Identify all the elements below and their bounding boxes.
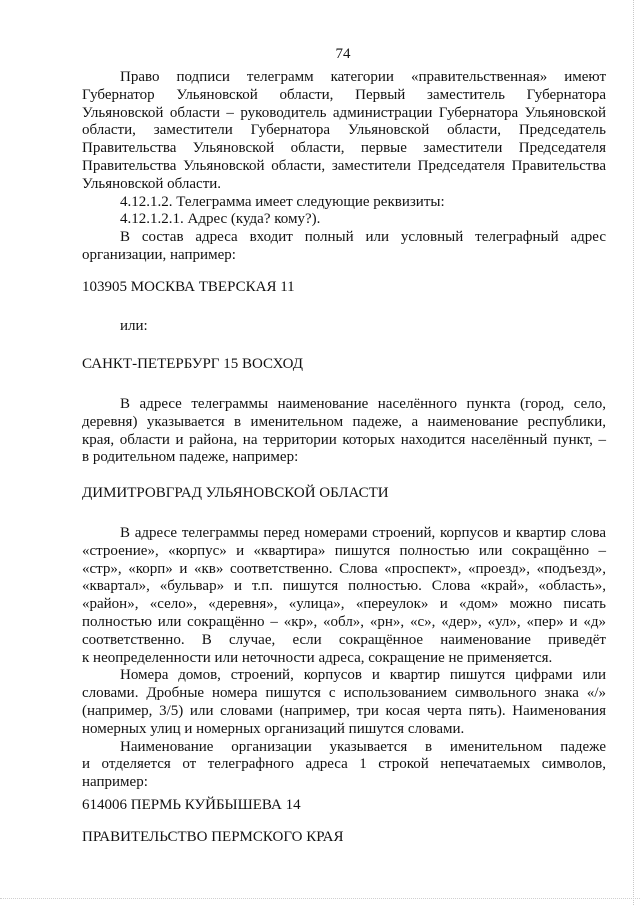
- or-label: или:: [120, 318, 148, 334]
- text-line: Губернатор Ульяновской области, Первый заместитель Губернатора: [82, 86, 606, 103]
- text-line: соответственно. В случае, если сокращённое наименование приведёт: [82, 631, 606, 648]
- example-address-perm: 614006 ПЕРМЬ КУЙБЫШЕВА 14: [82, 797, 301, 813]
- paragraph-address: 4.12.1.2.1. Адрес (куда? кому?).: [120, 211, 321, 228]
- page-number: 74: [335, 46, 351, 62]
- text-line: Наименование организации указывается в именительном падеже: [120, 738, 606, 755]
- paragraph-abbreviations: [82, 525, 606, 792]
- text-line: Ульяновской области.: [82, 175, 222, 192]
- text-line: полностью или сокращённо – «кр», «обл», «рн», «с», «дер», «ул», «пер» и «д»: [82, 613, 606, 630]
- text-line: «район», «село», «деревня», «улица», «переулок» и «дом» можно писать: [82, 596, 606, 613]
- paragraph-requisites: 4.12.1.2. Телеграмма имеет следующие реквизиты:: [120, 193, 445, 210]
- text-line: в родительном падеже, например:: [82, 449, 299, 466]
- text-line: Правительства Ульяновской области, первые заместители Председателя: [82, 140, 606, 157]
- paragraph-settlement-name: [82, 396, 606, 467]
- text-line: (например, 3/5) или словами (например, три косая черта пять). Наименования: [82, 702, 606, 719]
- text-line: области, заместители Губернатора Ульяновской области, Председатель: [82, 122, 606, 139]
- example-address-moscow: 103905 МОСКВА ТВЕРСКАЯ 11: [82, 279, 295, 295]
- text-line: номерных улиц и номерных организаций пишутся словами.: [82, 720, 465, 737]
- example-organization-name: ПРАВИТЕЛЬСТВО ПЕРМСКОГО КРАЯ: [82, 829, 344, 845]
- text-line: и отделяется от телеграфного адреса 1 строкой непечатаемых символов,: [82, 756, 606, 773]
- text-line: Номера домов, строений, корпусов и квартир пишутся цифрами или: [120, 667, 606, 684]
- text-line: Ульяновской области – руководитель администрации Губернатора Ульяновской: [82, 104, 606, 121]
- page-edge-bottom: [0, 898, 640, 899]
- text-line: края, области и района, на территории которых находится населённый пункт, –: [82, 431, 606, 448]
- text-line: организации, например:: [82, 246, 236, 263]
- text-line: В адресе телеграммы наименование населённого пункта (город, село,: [120, 396, 606, 412]
- text-line: Право подписи телеграмм категории «правительственная» имеют: [120, 69, 606, 85]
- paragraph-signature-rights: [82, 69, 606, 265]
- example-address-dimitrovgrad: ДИМИТРОВГРАД УЛЬЯНОВСКОЙ ОБЛАСТИ: [82, 485, 389, 501]
- page-edge-right: [633, 0, 634, 905]
- example-address-spb: САНКТ-ПЕТЕРБУРГ 15 ВОСХОД: [82, 356, 303, 372]
- text-line: «строение», «корпус» и «квартира» пишутся полностью или сокращённо –: [82, 542, 606, 559]
- text-line: деревня) указывается в именительном падеже, а наименование республики,: [82, 413, 606, 430]
- text-line: к неопределенности или неточности адреса, сокращение не применяется.: [82, 649, 553, 666]
- text-line: словами. Дробные номера пишутся с использованием символьного знака «/»: [82, 685, 606, 702]
- text-line: В адресе телеграммы перед номерами строений, корпусов и квартир слова: [120, 525, 606, 541]
- text-line: например:: [82, 774, 148, 791]
- text-line: В состав адреса входит полный или условный телеграфный адрес: [120, 229, 606, 246]
- text-line: «квартал», «бульвар» и т.п. пишутся полностью. Слова «край», «область»,: [82, 578, 606, 595]
- text-line: Правительства Ульяновской области, заместители Председателя Правительства: [82, 157, 606, 174]
- text-line: «стр», «корп» и «кв» соответственно. Слова «проспект», «проезд», «подъезд»,: [82, 560, 606, 577]
